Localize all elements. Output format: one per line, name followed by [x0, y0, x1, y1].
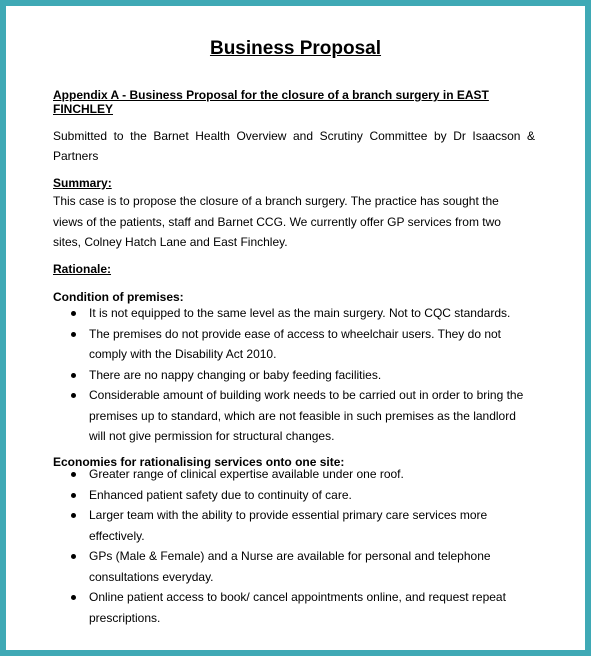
- list-item: Greater range of clinical expertise available under one roof.: [68, 464, 528, 485]
- submitted-paragraph: Submitted to the Barnet Health Overview and Scrutiny Committee by Dr Isaacson & Partners: [53, 129, 535, 163]
- list-item: The premises do not provide ease of access to wheelchair users. They do not comply with the Disability Act 2010.: [68, 324, 528, 365]
- list-item: Online patient access to book/ cancel appointments online, and request repeat prescriptions.: [68, 587, 528, 628]
- appendix-heading: Appendix A - Business Proposal for the closure of a branch surgery in EAST FINCHLEY: [53, 88, 489, 116]
- list-item: There are no nappy changing or baby feeding facilities.: [68, 365, 528, 386]
- document-title: Business Proposal: [209, 38, 382, 59]
- bullet-icon: [71, 595, 76, 600]
- bullet-icon: [71, 554, 76, 559]
- bullet-icon: [71, 332, 76, 337]
- condition-list: [68, 303, 528, 447]
- summary-heading: Summary:: [53, 176, 112, 190]
- condition-heading: Condition of premises:: [53, 290, 184, 304]
- bullet-icon: [71, 472, 76, 477]
- list-item: Considerable amount of building work needs to be carried out in order to bring the premises up to standard, which are not feasible in such premises as the landlord will not give permission for structural changes.: [68, 385, 528, 447]
- bullet-icon: [71, 393, 76, 398]
- economies-list: [68, 464, 528, 628]
- list-item: It is not equipped to the same level as the main surgery. Not to CQC standards.: [68, 303, 528, 324]
- bullet-icon: [71, 493, 76, 498]
- document-page: [6, 6, 585, 650]
- bullet-icon: [71, 513, 76, 518]
- rationale-heading: Rationale:: [53, 262, 112, 276]
- list-item: GPs (Male & Female) and a Nurse are available for personal and telephone consultations everyday.: [68, 546, 528, 587]
- summary-paragraph: This case is to propose the closure of a branch surgery. The practice has sought the views of the patients, staff and Barnet CCG. We currently offer GP services from two sites, Colney Hatch Lane and East Finchley.: [53, 194, 501, 249]
- bullet-icon: [71, 373, 76, 378]
- bullet-icon: [71, 311, 76, 316]
- economies-heading: Economies for rationalising services onto one site:: [53, 455, 345, 469]
- list-item: Enhanced patient safety due to continuity of care.: [68, 485, 528, 506]
- list-item: Larger team with the ability to provide essential primary care services more effectively.: [68, 505, 528, 546]
